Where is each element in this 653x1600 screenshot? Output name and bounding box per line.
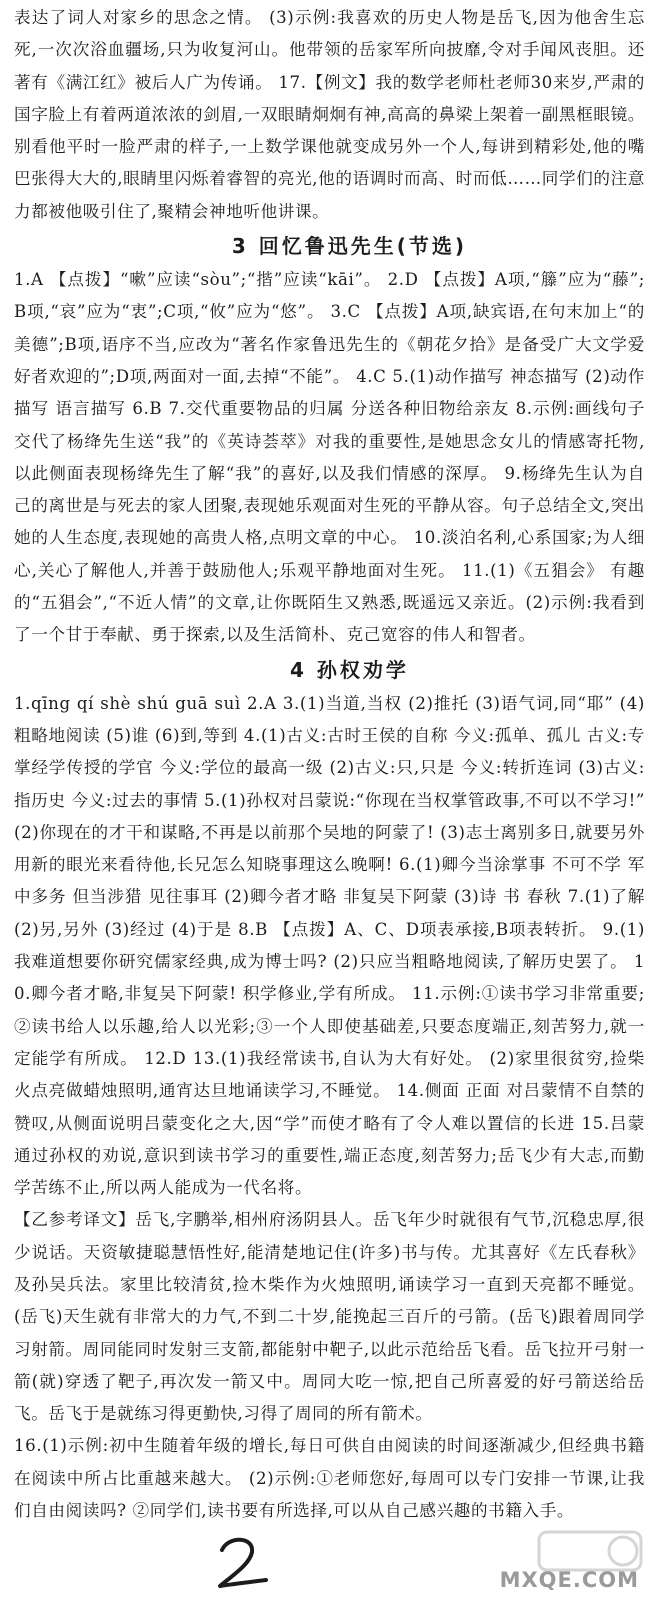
answer-paragraph-previous-lesson: 表达了词人对家乡的思念之情。 (3)示例:我喜欢的历史人物是岳飞,因为他舍生忘死,一次次浴血疆场,只为收复河山。他带领的岳家军所向披靡,令对手闻风丧胆。还著有《满江红》被后人广为传诵。 17.【例文】我的数学老师杜老师30来岁,严肃的国字脸上有着两道浓浓的剑眉,一双眼睛炯炯有神,高高的鼻梁上架着一副黑框眼镜。别看他平时一脸严肃的样子,一上数学课他就变成另外一个人,每讲到精彩处,他的嘴巴张得大大的,眼睛里闪烁着睿智的亮光,他的语调时而高、时而低……同学们的注意力都被他吸引住了,聚精会神地听他讲课。 bbox=[14, 8, 645, 221]
answer-paragraph-question-16: 16.(1)示例:初中生随着年级的增长,每日可供自由阅读的时间逐渐减少,但经典书籍在阅读中所占比重越来越大。 (2)示例:①老师您好,每周可以专门安排一节课,让我们自由阅读吗? ②同学们,读书要有所选择,可以从自己感兴趣的书籍入手。 bbox=[14, 1436, 645, 1521]
section-heading-lesson-4: 4 孙权劝学 bbox=[290, 657, 409, 682]
translation-paragraph: 【乙参考译文】岳飞,字鹏举,相州府汤阴县人。岳飞年少时就很有气节,沉稳忠厚,很少说话。天资敏捷聪慧悟性好,能清楚地记住(许多)书与传。尤其喜好《左氏春秋》及孙吴兵法。家里比较清贫,捡木柴作为火烛照明,诵读学习一直到天亮都不睡觉。(岳飞)天生就有非常大的力气,不到二十岁,能挽起三百斤的弓箭。(岳飞)跟着周同学习射箭。周同能同时发射三支箭,都能射中靶子,以此示范给岳飞看。岳飞拉开弓射一箭(就)穿透了靶子,再次发一箭又中。周同大吃一惊,把自己所喜爱的好弓箭送给岳飞。岳飞于是就练习得更勤快,习得了周同的所有箭术。 bbox=[14, 1210, 645, 1424]
watermark-text: MXQE.COM bbox=[499, 1568, 639, 1592]
section-heading-lesson-3: 3 回忆鲁迅先生(节选) bbox=[231, 234, 468, 259]
answer-paragraph-lesson-4: 1.qīng qí shè shú guā suì 2.A 3.(1)当道,当权 (2)推托 (3)语气词,同“耶” (4)粗略地阅读 (5)谁 (6)到,等到 4.(1)古义:古时王侯的自称 今义:孤单、孤儿 古义:专掌经学传授的学官 今义:学位的最高一级 (2)古义:只,只是 今义:转折连词 (3)古义:指历史 今义:过去的事情 5.(1)孙权对吕蒙说:“你现在当权掌管政事,不可以不学习!” (2)你现在的才干和谋略,不再是以前那个吴地的阿蒙了! (3)志士离别多日,就要另外用新的眼光来看待他,长兄怎么知晓事理这么晚啊! 6.(1)卿今当涂掌事 不可不学 军中多务 但当涉猎 见往事耳 (2)卿今者才略 非复吴下阿蒙 (3)诗 书 春秋 7.(1)了解 (2)另,另外 (3)经过 (4)于是 8.B 【点拨】A、C、D项表承接,B项表转折。 9.(1)我难道想要你研究儒家经典,成为博士吗? (2)只应当粗略地阅读,了解历史罢了。 10.卿今者才略,非复吴下阿蒙! 积学修业,学有所成。 11.示例:①读书学习非常重要;②读书给人以乐趣,给人以光彩;③一个人即使基础差,只要态度端正,刻苦努力,就一定能学有所成。 12.D 13.(1)我经常读书,自认为大有好处。 (2)家里很贫穷,捡柴火点亮做蜡烛照明,通宵达旦地诵读学习,不睡觉。 14.侧面 正面 对吕蒙情不自禁的赞叹,从侧面说明吕蒙变化之大,因“学”而使才略有了令人难以置信的长进 15.吕蒙通过孙权的劝说,意识到读书学习的重要性,端正态度,刻苦努力;岳飞少有大志,而勤学苦练不止,所以两人能成为一代名将。 bbox=[14, 693, 646, 1198]
handwritten-page-number bbox=[212, 1532, 272, 1592]
answer-paragraph-lesson-3: 1.A 【点拨】“嗽”应读“sòu”;“揩”应读“kāi”。 2.D 【点拨】A项,“籐”应为“藤”;B项,“哀”应为“衷”;C项,“攸”应为“悠”。 3.C 【点拨】A项,缺宾语,在句末加上“的美德”;B项,语序不当,应改为“著名作家鲁迅先生的《朝花夕拾》是备受广大文学爱好者欢迎的”;D项,两面对一面,去掉“不能”。 4.C 5.(1)动作描写 神态描写 (2)动作描写 语言描写 6.B 7.交代重要物品的归属 分送各种旧物给亲友 8.示例:画线句子交代了杨绛先生送“我”的《英诗荟萃》对我的重要性,是她思念女儿的情感寄托物,以此侧面表现杨绛先生了解“我”的喜好,以及我们情感的深厚。 9.杨绛先生认为自己的离世是与死去的家人团聚,表现她乐观面对生死的平静从容。句子总结全文,突出她的人生态度,表现她的高贵人格,点明文章的中心。 10.淡泊名利,心系国家;为人细心,关心了解他人,并善于鼓励他人;乐观平静地面对生死。 11.(1)《五猖会》 有趣的“五猖会”,“不近人情”的文章,让你既陌生又熟悉,既遥远又亲近。(2)示例:我看到了一个甘于奉献、勇于探索,以及生活简朴、克己宽容的伟人和智者。 bbox=[14, 270, 645, 645]
